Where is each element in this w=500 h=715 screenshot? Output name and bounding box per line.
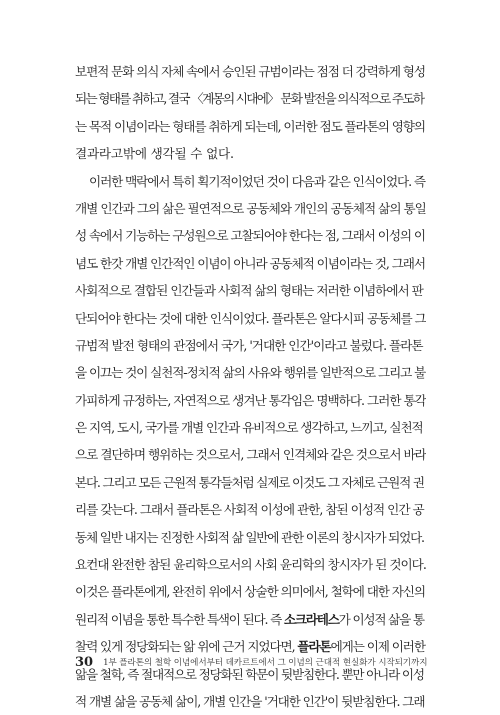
text-line: 보편적 문화 의식 자체 속에서 승인된 규범이라는 점점 더 강력하게 형성 — [75, 64, 425, 79]
text-line: 을 이끄는 것이 실천적-정치적 삶의 사유와 행위를 일반적으로 그리고 불 — [75, 365, 426, 381]
text-line: 가피하게 규정하는, 자연적으로 생겨난 통각임은 명백하다. 그러한 통각 — [75, 392, 426, 408]
page-footer — [75, 655, 427, 671]
emphasized-name: 플라톤 — [297, 639, 331, 655]
text-line: 요컨대 완전한 참된 윤리학으로서의 사회 윤리학의 창시자가 된 것이다. — [75, 557, 426, 573]
emphasized-name: 소크라테스 — [283, 611, 339, 627]
text-line: 단되어야 한다는 것에 대한 인식이었다. 플라톤은 알다시피 공동체를 그 — [75, 310, 426, 326]
text-line: 규범적 발전 형태의 관점에서 국가, '거대한 인간'이라고 불렀다. 플라톤 — [75, 337, 423, 353]
text-line: 적 개별 삶을 공동체 삶이, 개별 인간을 '거대한 인간'이 뒷받침한다. 그래 — [75, 693, 425, 709]
text-line: 이것은 플라톤에게, 완전히 위에서 상술한 의미에서, 철학에 대한 자신의 — [75, 584, 425, 600]
text-line: 결과라고밖에 생각될 수 없다. — [75, 146, 234, 162]
text-line: 원리적 이념을 통한 특수한 특색이 된다. 즉 소크라테스가 이성적 삶을 통 — [75, 611, 424, 627]
body-text — [75, 58, 426, 715]
text-line: 되는 형태를 취하고, 결국 〈계몽의 시대에〉 문화 발전을 의식적으로 주도하 — [75, 91, 424, 107]
text-line: 성 속에서 기능하는 구성원으로 고찰되어야 한다는 점, 그래서 이성의 이 — [75, 228, 425, 244]
paragraph-start-line: 이러한 맥락에서 특히 획기적이었던 것이 다음과 같은 인식이었다. 즉 — [89, 173, 425, 189]
text-line: 으로 결단하며 행위하는 것으로서, 그래서 인격체와 같은 것으로서 바라 — [75, 447, 426, 463]
text-line: 는 목적 이념이라는 형태를 취하게 되는데, 이러한 점도 플라톤의 영향의 — [75, 118, 425, 134]
text-line: 개별 인간과 그의 삶은 필연적으로 공동체와 개인의 공동체적 삶의 통일 — [75, 200, 426, 216]
text-line: 동체 일반 내지는 진정한 사회적 삶 일반에 관한 이론의 창시자가 되었다. — [75, 529, 424, 545]
text-line: 찰력 있게 정당화되는 앎 위에 근거 지었다면, 플라톤에게는 이제 이러한 — [75, 639, 425, 655]
text-line: 리를 갖는다. 그래서 플라톤은 사회적 이성에 관한, 참된 이성적 인간 공 — [75, 502, 424, 518]
text-line: 사회적으로 결합된 인간들과 사회적 삶의 형태는 저러한 이념하에서 판 — [75, 283, 423, 299]
text-line: 앎을 철학, 즉 절대적으로 정당화된 학문이 뒷받침한다. 뿐만 아니라 이성 — [75, 666, 424, 682]
text-line: 은 지역, 도시, 국가를 개별 인간과 유비적으로 생각하고, 느끼고, 실천적 — [75, 420, 423, 436]
text-line: 념도 한갓 개별 인간적인 이념이 아니라 공동체적 이념이라는 것, 그래서 — [75, 255, 425, 271]
text-line: 본다. 그리고 모든 근원적 통각들처럼 실제로 이것도 그 자체로 근원적 권 — [75, 474, 424, 490]
page-number: 30 — [75, 655, 94, 670]
running-head: 1부 플라톤의 철학 이념에서부터 데카르트에서 그 이념의 근대적 현실화가 시작되기까지 — [103, 658, 428, 668]
